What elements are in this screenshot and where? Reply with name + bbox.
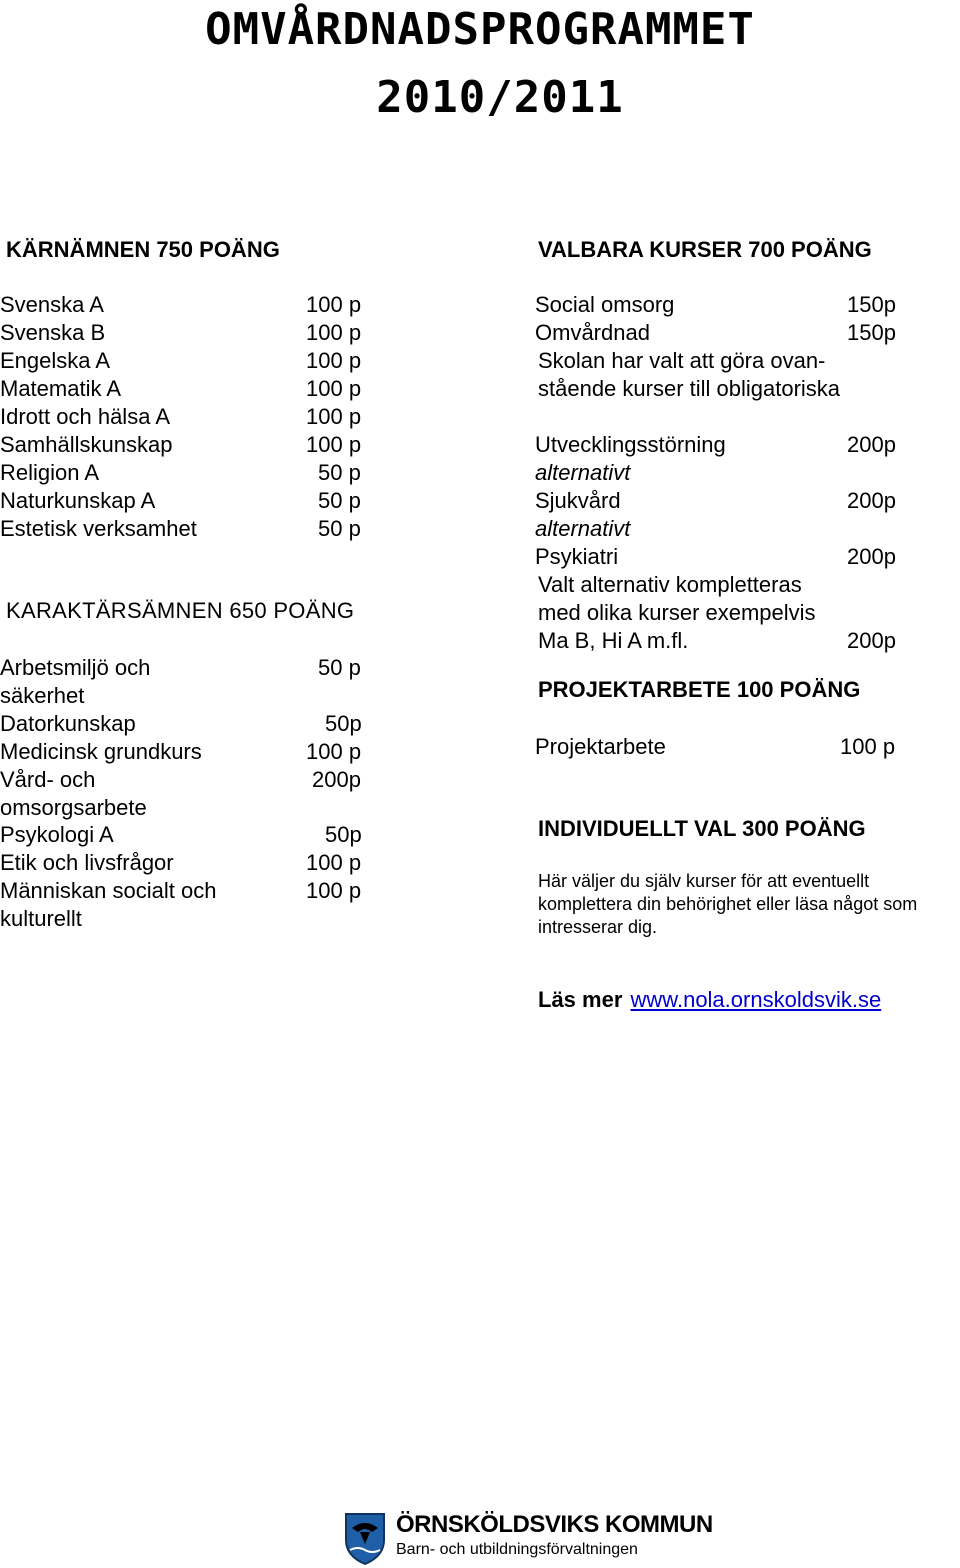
elective-course-points: 200p bbox=[847, 432, 896, 457]
character-item-name-cont: kulturellt bbox=[0, 906, 82, 931]
core-item-name: Idrott och hälsa A bbox=[0, 404, 170, 429]
core-item-name: Engelska A bbox=[0, 348, 111, 373]
core-item-name: Matematik A bbox=[0, 376, 122, 401]
character-item-name: Psykologi A bbox=[0, 822, 114, 847]
individual-heading: INDIVIDUELLT VAL 300 POÄNG bbox=[538, 816, 866, 841]
core-item-points: 100 p bbox=[306, 376, 362, 401]
elective-note: stående kurser till obligatoriska bbox=[538, 376, 841, 401]
elective-course-name: Social omsorg bbox=[535, 292, 675, 317]
read-more-label: Läs mer bbox=[538, 987, 623, 1012]
elective-course-name: Omvårdnad bbox=[535, 320, 650, 345]
municipality-logo bbox=[342, 1500, 713, 1568]
elective-heading: VALBARA KURSER 700 POÄNG bbox=[538, 237, 872, 262]
elective-course-name: Psykiatri bbox=[535, 544, 619, 569]
core-item-points: 50 p bbox=[318, 460, 361, 485]
character-item-points: 50 p bbox=[318, 655, 361, 680]
character-heading: KARAKTÄRSÄMNEN 650 POÄNG bbox=[6, 598, 355, 623]
core-item-name: Svenska A bbox=[0, 292, 104, 317]
municipality-emblem-icon bbox=[342, 1510, 388, 1566]
elective-alternative: alternativt bbox=[535, 460, 631, 485]
character-item-points: 100 p bbox=[306, 878, 362, 903]
elective-note: Skolan har valt att göra ovan- bbox=[538, 348, 826, 373]
read-more-link[interactable]: www.nola.ornskoldsvik.se bbox=[630, 987, 882, 1012]
core-item-name: Estetisk verksamhet bbox=[0, 516, 197, 541]
core-item-name: Samhällskunskap bbox=[0, 432, 173, 457]
elective-note: Ma B, Hi A m.fl. bbox=[538, 628, 689, 653]
character-item-name: Vård- och bbox=[0, 767, 96, 792]
character-item-points: 200p bbox=[312, 767, 361, 792]
core-item-points: 50 p bbox=[318, 516, 361, 541]
logo-subtitle: Barn- och utbildningsförvaltningen bbox=[396, 1541, 638, 1558]
individual-text-line: Här väljer du själv kurser för att eventuellt bbox=[538, 871, 870, 891]
character-item-name: Medicinsk grundkurs bbox=[0, 739, 202, 764]
core-item-name: Religion A bbox=[0, 460, 100, 485]
elective-course-points: 200p bbox=[847, 488, 896, 513]
core-item-points: 100 p bbox=[306, 292, 362, 317]
project-name: Projektarbete bbox=[535, 734, 666, 759]
project-points: 100 p bbox=[840, 734, 896, 759]
character-item-name: Människan socialt och bbox=[0, 878, 217, 903]
elective-course-name: Utvecklingsstörning bbox=[535, 432, 726, 457]
core-item-points: 100 p bbox=[306, 432, 362, 457]
character-item-points: 50p bbox=[325, 711, 362, 736]
character-item-points: 100 p bbox=[306, 739, 362, 764]
character-item-name-cont: säkerhet bbox=[0, 683, 85, 708]
core-item-name: Svenska B bbox=[0, 320, 106, 345]
core-item-points: 100 p bbox=[306, 320, 362, 345]
page-title-line1: OMVÅRDNADSPROGRAMMET bbox=[205, 4, 755, 55]
character-item-name-cont: omsorgsarbete bbox=[0, 795, 147, 820]
core-item-name: Naturkunskap A bbox=[0, 488, 156, 513]
character-item-points: 50p bbox=[325, 822, 362, 847]
elective-course-name: Sjukvård bbox=[535, 488, 621, 513]
logo-title: ÖRNSKÖLDSVIKS KOMMUN bbox=[396, 1511, 713, 1538]
character-item-points: 100 p bbox=[306, 850, 362, 875]
character-item-name: Datorkunskap bbox=[0, 711, 136, 736]
elective-course-points: 200p bbox=[847, 544, 896, 569]
elective-course-points: 150p bbox=[847, 292, 896, 317]
elective-note: Valt alternativ kompletteras bbox=[538, 572, 802, 597]
individual-text-line: komplettera din behörighet eller läsa något som bbox=[538, 894, 918, 914]
elective-note-points: 200p bbox=[847, 628, 896, 653]
character-item-name: Arbetsmiljö och bbox=[0, 655, 151, 680]
core-heading: KÄRNÄMNEN 750 POÄNG bbox=[6, 237, 280, 262]
elective-note: med olika kurser exempelvis bbox=[538, 600, 816, 625]
core-item-points: 100 p bbox=[306, 404, 362, 429]
core-item-points: 100 p bbox=[306, 348, 362, 373]
core-item-points: 50 p bbox=[318, 488, 361, 513]
read-more bbox=[538, 986, 881, 1014]
character-item-name: Etik och livsfrågor bbox=[0, 850, 174, 875]
project-heading: PROJEKTARBETE 100 POÄNG bbox=[538, 677, 861, 702]
individual-text-line: intresserar dig. bbox=[538, 917, 658, 937]
page-title-line2: 2010/2011 bbox=[376, 72, 624, 123]
elective-alternative: alternativt bbox=[535, 516, 631, 541]
elective-course-points: 150p bbox=[847, 320, 896, 345]
